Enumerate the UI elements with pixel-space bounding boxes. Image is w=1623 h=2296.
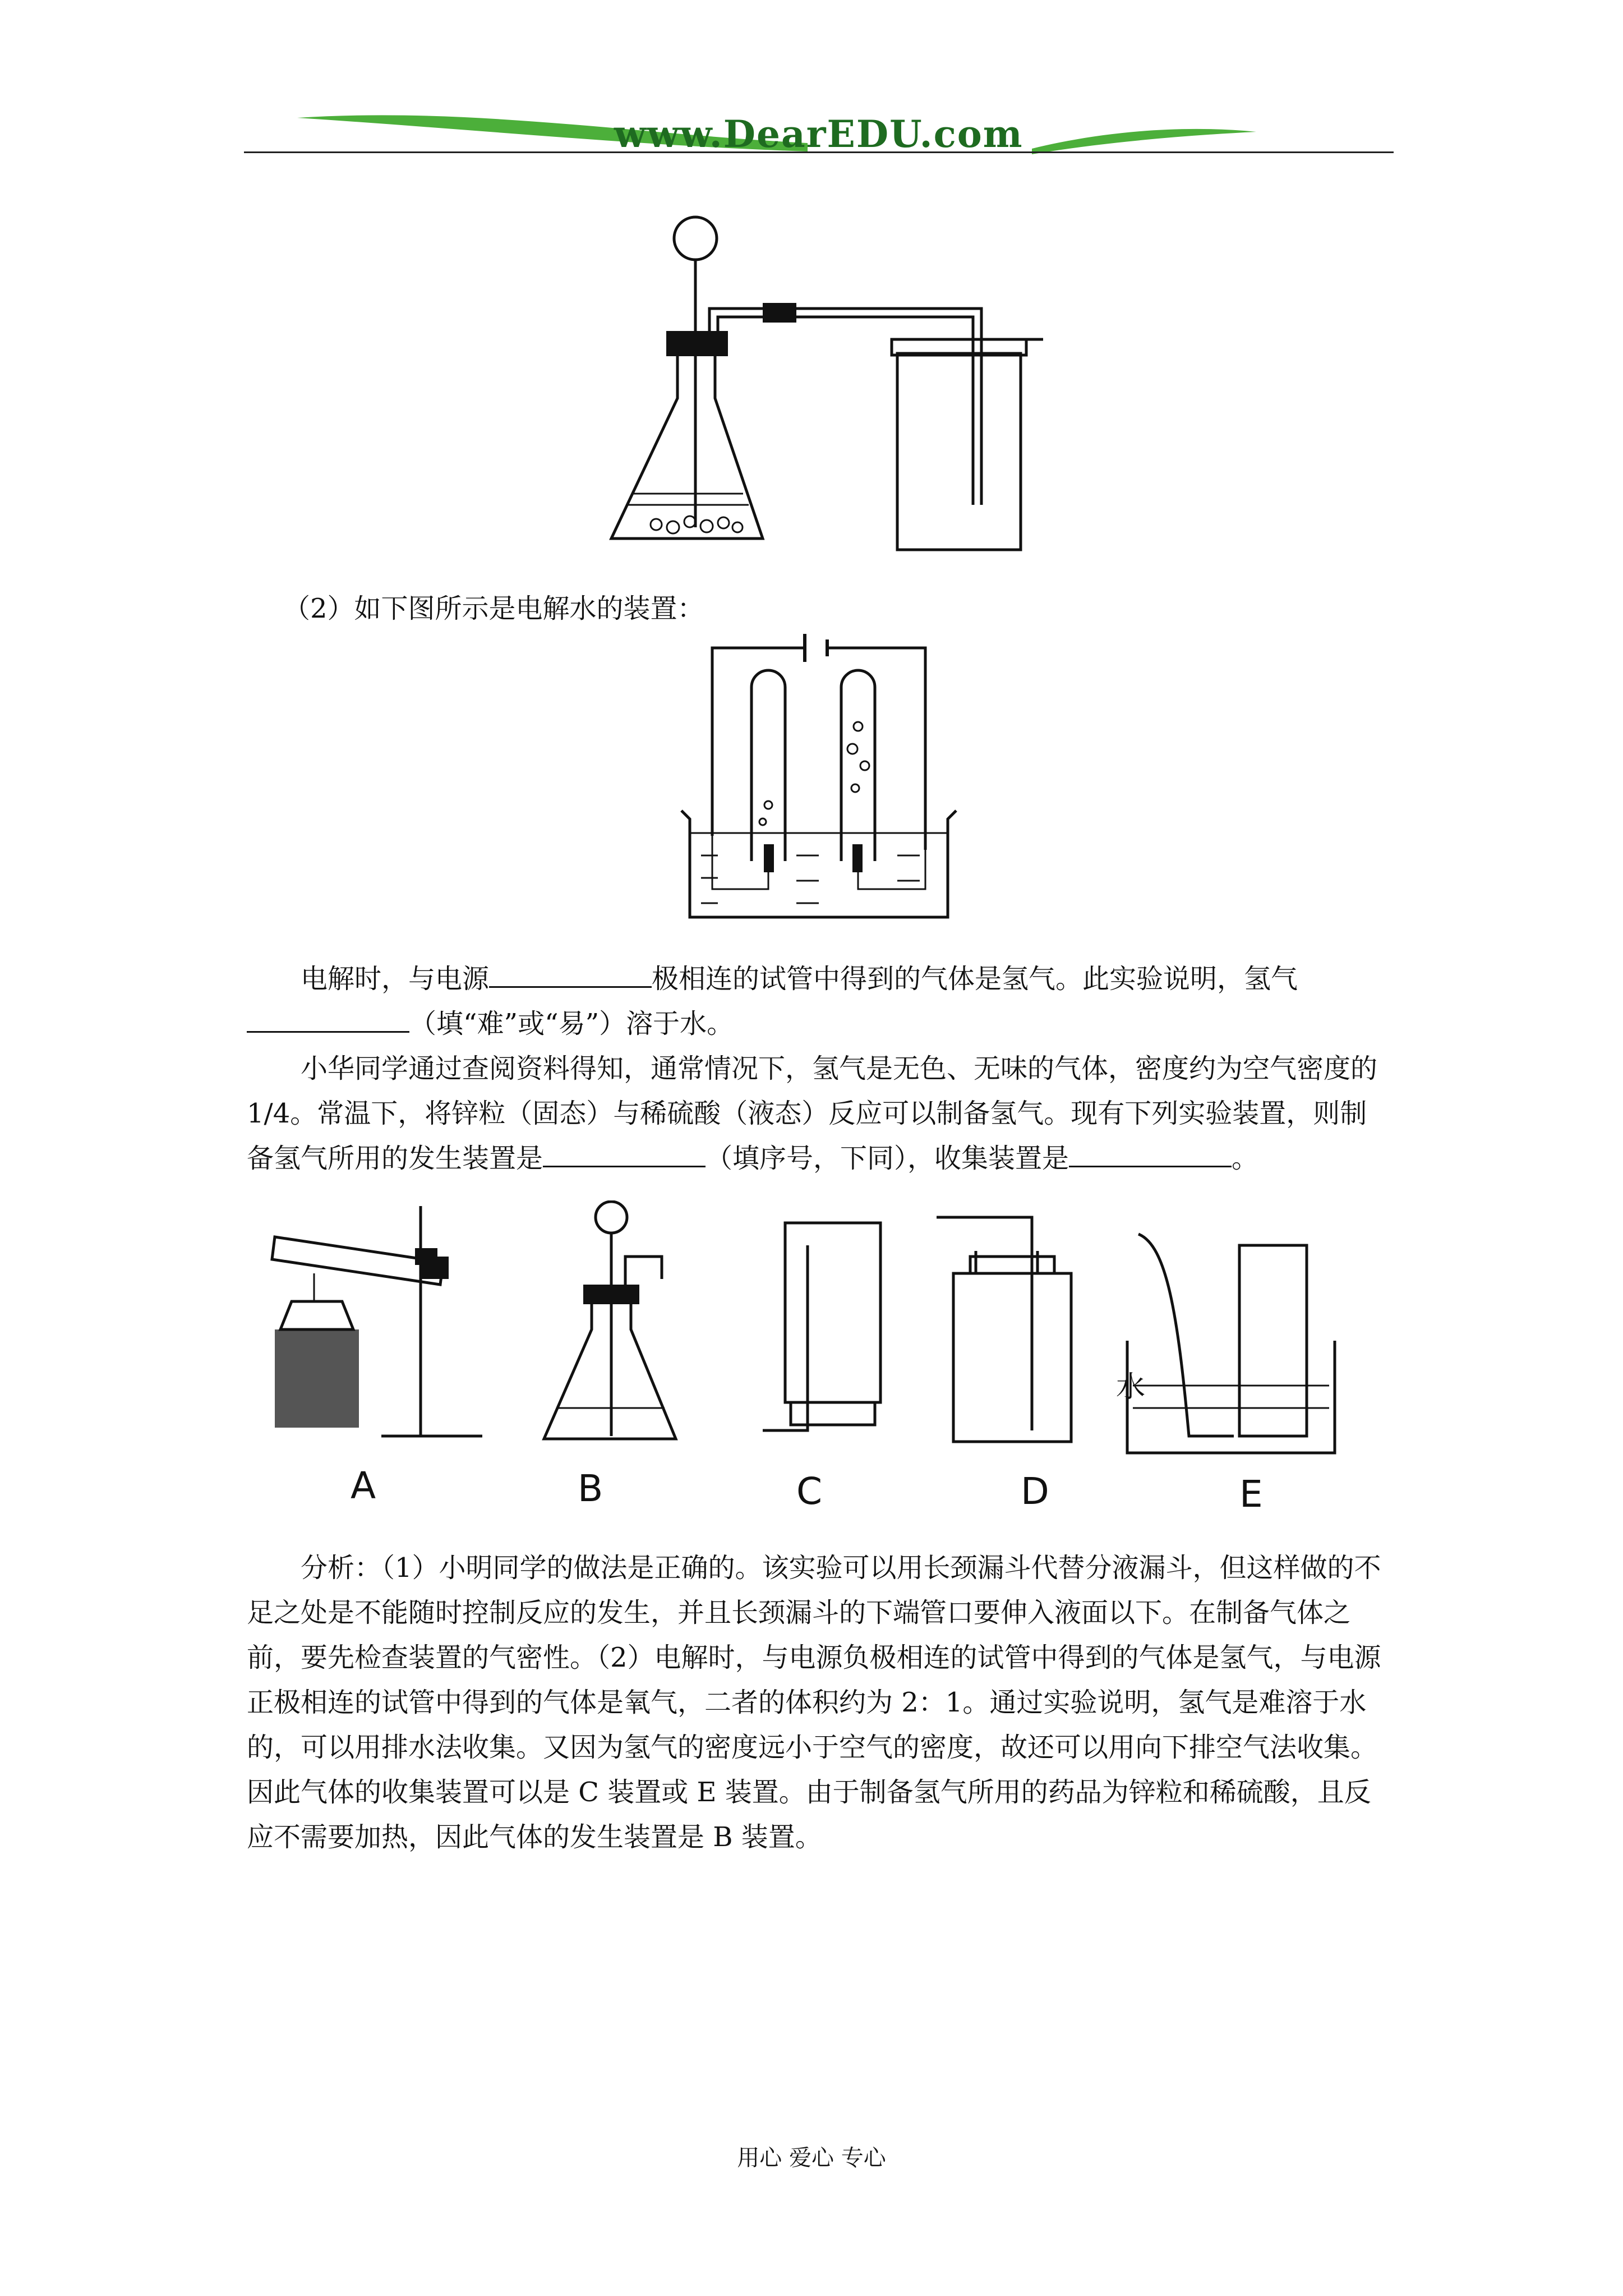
- label-b: B: [578, 1467, 603, 1510]
- question-line1-b: 极相连的试管中得到的气体是氢气。此实验说明，氢气: [652, 963, 1298, 995]
- question-line2-b: （填“难”或“易”）溶于水。: [409, 1008, 734, 1039]
- question-paragraph-2: [247, 1046, 1391, 1181]
- header-site-logo[interactable]: www.DearEDU.com: [614, 112, 1023, 156]
- alcohol-lamp-block: [275, 1329, 359, 1428]
- gas-bubbles: [759, 722, 869, 825]
- figure-apparatus-set: [258, 1200, 1380, 1515]
- gas-collecting-jar: [897, 353, 1021, 550]
- label-water: 水: [1116, 1370, 1146, 1404]
- conical-flask: [611, 356, 763, 539]
- alcohol-lamp: [280, 1301, 353, 1329]
- answer-blank-electrode[interactable]: [489, 961, 652, 988]
- circuit-wire: [712, 648, 925, 850]
- label-c: C: [796, 1470, 823, 1513]
- answer-blank-solubility[interactable]: [247, 1006, 409, 1033]
- question-para2-c: 。: [1232, 1143, 1259, 1174]
- apparatus-b: [544, 1202, 676, 1439]
- beaker: [681, 811, 956, 917]
- analysis-paragraph: 分析：（1）小明同学的做法是正确的。该实验可以用长颈漏斗代替分液漏斗，但这样做的不足之处是不能随时控制反应的发生，并且长颈漏斗的下端管口要伸入液面以下。在制备气体之前，要先检查装置的气密性。（2）电解时，与电源负极相连的试管中得到的气体是氢气，与电源正极相连的试管中得到的气体是氧气，二者的体积约为 2：1。通过实验说明，氢气是难溶于水的，可以用排水法收集。又因为氢气的密度远小于空气的密度，故还可以用向下排空气法收集。因此气体的收集装置可以是 C 装置或 E 装置。由于制备氢气所用的药品为锌粒和稀硫酸，且反应不需要加热，因此气体的发生装置是 B 装置。: [247, 1552, 1381, 1853]
- page-footer: 用心 爱心 专心: [737, 2145, 886, 2171]
- answer-blank-generator[interactable]: [543, 1141, 706, 1167]
- label-a: A: [351, 1464, 376, 1507]
- apparatus-c: [763, 1223, 880, 1430]
- section2-intro: （2）如下图所示是电解水的装置：: [283, 593, 704, 624]
- apparatus-d: [937, 1217, 1071, 1442]
- question-para2-b: （填序号，下同），收集装置是: [706, 1143, 1069, 1174]
- apparatus-e: [1127, 1234, 1335, 1453]
- answer-blank-collector[interactable]: [1069, 1141, 1232, 1167]
- rubber-connector: [763, 303, 796, 323]
- figure-electrolysis: [673, 625, 965, 940]
- question-paragraph-1-line2: [247, 1001, 1391, 1046]
- label-e: E: [1239, 1473, 1263, 1516]
- funnel-bulb: [674, 217, 717, 260]
- header-divider: [244, 151, 1394, 153]
- label-d: D: [1021, 1470, 1049, 1513]
- apparatus-a: [272, 1206, 482, 1436]
- question-paragraph-1: [247, 956, 1391, 1001]
- question-line1-a: 电解时，与电源: [301, 963, 490, 995]
- question-para2-a: 小华同学通过查阅资料得知，通常情况下，氢气是无色、无味的气体，密度约为空气密度的 1/4。常温下，将锌粒（固态）与稀硫酸（液态）反应可以制备氢气。现有下列实验装置，则制备氢气所用的发生装置是: [247, 1053, 1378, 1174]
- figure-flask-apparatus: [594, 213, 1054, 583]
